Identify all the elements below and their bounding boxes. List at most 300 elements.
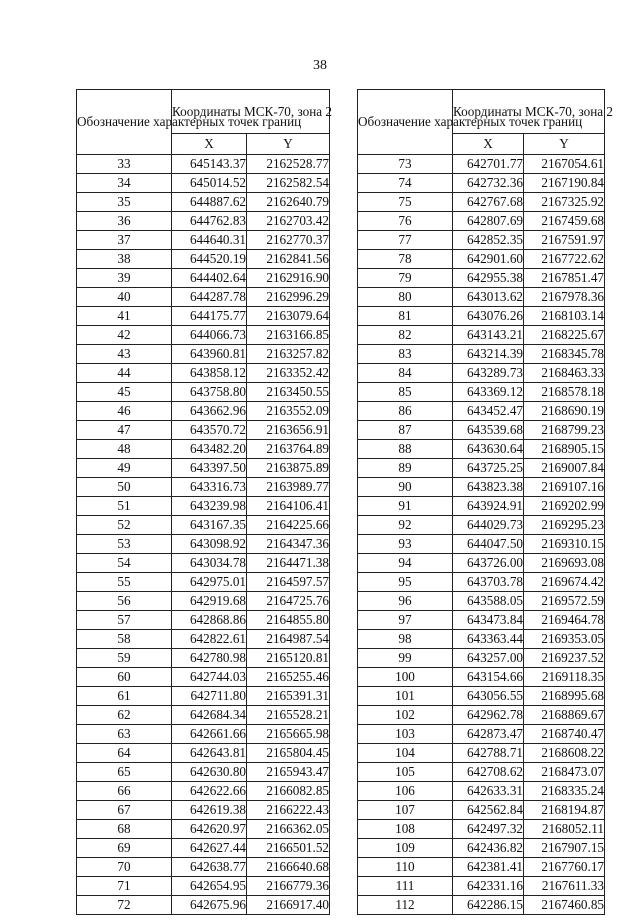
- y-coordinate: 2169310.15: [524, 535, 605, 554]
- x-coordinate: 644066.73: [172, 326, 247, 345]
- y-coordinate: 2162841.56: [247, 250, 330, 269]
- table-row: [358, 250, 605, 269]
- x-coordinate: 644520.19: [172, 250, 247, 269]
- table-row: [77, 269, 330, 288]
- x-coordinate: 643858.12: [172, 364, 247, 383]
- y-coordinate: 2169295.23: [524, 516, 605, 535]
- table-row: [77, 193, 330, 212]
- x-coordinate: 643363.44: [453, 630, 524, 649]
- x-coordinate: 642675.96: [172, 896, 247, 915]
- table-row: [358, 649, 605, 668]
- y-coordinate: 2167851.47: [524, 269, 605, 288]
- x-coordinate: 644640.31: [172, 231, 247, 250]
- y-coordinate: 2165943.47: [247, 763, 330, 782]
- point-number: 66: [77, 782, 172, 801]
- x-coordinate: 644287.78: [172, 288, 247, 307]
- y-coordinate: 2162996.29: [247, 288, 330, 307]
- point-number: 41: [77, 307, 172, 326]
- table-row: [77, 516, 330, 535]
- x-coordinate: 643143.21: [453, 326, 524, 345]
- y-coordinate: 2166501.52: [247, 839, 330, 858]
- point-number: 80: [358, 288, 453, 307]
- x-coordinate: 642732.36: [453, 174, 524, 193]
- y-coordinate: 2167460.85: [524, 896, 605, 915]
- table-row: [77, 402, 330, 421]
- point-number: 45: [77, 383, 172, 402]
- y-coordinate: 2168608.22: [524, 744, 605, 763]
- table-row: [77, 630, 330, 649]
- y-coordinate: 2163166.85: [247, 326, 330, 345]
- point-number: 90: [358, 478, 453, 497]
- y-coordinate: 2165120.81: [247, 649, 330, 668]
- x-coordinate: 642919.68: [172, 592, 247, 611]
- y-coordinate: 2167611.33: [524, 877, 605, 896]
- x-coordinate: 642868.86: [172, 611, 247, 630]
- x-coordinate: 642627.44: [172, 839, 247, 858]
- y-coordinate: 2165665.98: [247, 725, 330, 744]
- x-coordinate: 644175.77: [172, 307, 247, 326]
- point-number: 65: [77, 763, 172, 782]
- y-coordinate: 2169237.52: [524, 649, 605, 668]
- point-number: 105: [358, 763, 453, 782]
- y-coordinate: 2167325.92: [524, 193, 605, 212]
- point-number: 56: [77, 592, 172, 611]
- x-coordinate: 642619.38: [172, 801, 247, 820]
- point-number: 67: [77, 801, 172, 820]
- x-coordinate: 642901.60: [453, 250, 524, 269]
- point-number: 88: [358, 440, 453, 459]
- point-number: 34: [77, 174, 172, 193]
- y-coordinate: 2167054.61: [524, 155, 605, 174]
- point-number: 109: [358, 839, 453, 858]
- point-number: 111: [358, 877, 453, 896]
- x-coordinate: 643662.96: [172, 402, 247, 421]
- table-row: [77, 174, 330, 193]
- coordinates-table-left: [76, 89, 333, 915]
- table-row: [77, 668, 330, 687]
- x-coordinate: 643588.05: [453, 592, 524, 611]
- point-number: 96: [358, 592, 453, 611]
- x-coordinate: 642286.15: [453, 896, 524, 915]
- point-number: 58: [77, 630, 172, 649]
- y-coordinate: 2163764.89: [247, 440, 330, 459]
- y-coordinate: 2162582.54: [247, 174, 330, 193]
- y-coordinate: 2165528.21: [247, 706, 330, 725]
- point-number: 60: [77, 668, 172, 687]
- x-coordinate: 644047.50: [453, 535, 524, 554]
- table-row: [77, 345, 330, 364]
- y-coordinate: 2164106.41: [247, 497, 330, 516]
- point-number: 44: [77, 364, 172, 383]
- table-row: [358, 763, 605, 782]
- table-row: [358, 630, 605, 649]
- point-number: 49: [77, 459, 172, 478]
- y-coordinate: 2166917.40: [247, 896, 330, 915]
- table-row: [77, 250, 330, 269]
- table-row: [358, 326, 605, 345]
- y-coordinate: 2168869.67: [524, 706, 605, 725]
- table-row: [77, 592, 330, 611]
- point-number: 78: [358, 250, 453, 269]
- x-coordinate: 643725.25: [453, 459, 524, 478]
- table-row: [358, 231, 605, 250]
- y-coordinate: 2162528.77: [247, 155, 330, 174]
- point-number: 63: [77, 725, 172, 744]
- y-coordinate: 2168473.07: [524, 763, 605, 782]
- table-row: [77, 212, 330, 231]
- x-coordinate: 645014.52: [172, 174, 247, 193]
- y-coordinate: 2166779.36: [247, 877, 330, 896]
- point-number: 48: [77, 440, 172, 459]
- table-row: [77, 839, 330, 858]
- y-coordinate: 2163257.82: [247, 345, 330, 364]
- x-coordinate: 642975.01: [172, 573, 247, 592]
- table-row: [77, 649, 330, 668]
- y-coordinate: 2163552.09: [247, 402, 330, 421]
- table-row: [77, 459, 330, 478]
- point-number: 75: [358, 193, 453, 212]
- table-row: [77, 706, 330, 725]
- x-coordinate: 642633.31: [453, 782, 524, 801]
- x-coordinate: 643630.64: [453, 440, 524, 459]
- table-row: [77, 440, 330, 459]
- point-number: 51: [77, 497, 172, 516]
- x-coordinate: 644762.83: [172, 212, 247, 231]
- table-row: [358, 554, 605, 573]
- x-coordinate: 643167.35: [172, 516, 247, 535]
- table-row: [358, 269, 605, 288]
- x-coordinate: 643823.38: [453, 478, 524, 497]
- table-row: [358, 896, 605, 915]
- y-coordinate: 2168335.24: [524, 782, 605, 801]
- table-row: [358, 478, 605, 497]
- header-coordinates: Координаты МСК-70, зона 2: [172, 90, 330, 134]
- point-number: 61: [77, 687, 172, 706]
- y-coordinate: 2169202.99: [524, 497, 605, 516]
- x-coordinate: 643316.73: [172, 478, 247, 497]
- y-coordinate: 2169572.59: [524, 592, 605, 611]
- table-row: [77, 573, 330, 592]
- table-row: [77, 535, 330, 554]
- x-coordinate: 642620.97: [172, 820, 247, 839]
- x-coordinate: 643726.00: [453, 554, 524, 573]
- y-coordinate: 2168995.68: [524, 687, 605, 706]
- table-row: [358, 592, 605, 611]
- coordinates-table-right: [357, 89, 614, 915]
- x-coordinate: 644402.64: [172, 269, 247, 288]
- table-row: [77, 554, 330, 573]
- x-coordinate: 642744.03: [172, 668, 247, 687]
- table-row: [358, 801, 605, 820]
- x-coordinate: 643214.39: [453, 345, 524, 364]
- y-coordinate: 2166082.85: [247, 782, 330, 801]
- point-number: 95: [358, 573, 453, 592]
- point-number: 83: [358, 345, 453, 364]
- y-coordinate: 2166640.68: [247, 858, 330, 877]
- point-number: 106: [358, 782, 453, 801]
- point-number: 42: [77, 326, 172, 345]
- point-number: 104: [358, 744, 453, 763]
- x-coordinate: 642436.82: [453, 839, 524, 858]
- table-row: [358, 820, 605, 839]
- x-coordinate: 643034.78: [172, 554, 247, 573]
- y-coordinate: 2163079.64: [247, 307, 330, 326]
- table-row: [358, 706, 605, 725]
- point-number: 77: [358, 231, 453, 250]
- table-row: [358, 402, 605, 421]
- header-y: Y: [247, 133, 330, 154]
- point-number: 72: [77, 896, 172, 915]
- point-number: 47: [77, 421, 172, 440]
- point-number: 43: [77, 345, 172, 364]
- y-coordinate: 2167978.36: [524, 288, 605, 307]
- x-coordinate: 643056.55: [453, 687, 524, 706]
- x-coordinate: 644887.62: [172, 193, 247, 212]
- y-coordinate: 2162916.90: [247, 269, 330, 288]
- x-coordinate: 642807.69: [453, 212, 524, 231]
- table-row: [358, 307, 605, 326]
- point-number: 59: [77, 649, 172, 668]
- point-number: 69: [77, 839, 172, 858]
- point-number: 84: [358, 364, 453, 383]
- x-coordinate: 642562.84: [453, 801, 524, 820]
- table-row: [358, 383, 605, 402]
- point-number: 99: [358, 649, 453, 668]
- y-coordinate: 2169464.78: [524, 611, 605, 630]
- table-row: [77, 364, 330, 383]
- x-coordinate: 642643.81: [172, 744, 247, 763]
- x-coordinate: 643482.20: [172, 440, 247, 459]
- point-number: 53: [77, 535, 172, 554]
- table-row: [358, 839, 605, 858]
- y-coordinate: 2169118.35: [524, 668, 605, 687]
- table-row: [358, 364, 605, 383]
- x-coordinate: 643924.91: [453, 497, 524, 516]
- x-coordinate: 643289.73: [453, 364, 524, 383]
- x-coordinate: 642788.71: [453, 744, 524, 763]
- y-coordinate: 2167591.97: [524, 231, 605, 250]
- point-number: 39: [77, 269, 172, 288]
- y-coordinate: 2167459.68: [524, 212, 605, 231]
- point-number: 89: [358, 459, 453, 478]
- y-coordinate: 2168194.87: [524, 801, 605, 820]
- table-row: [77, 231, 330, 250]
- y-coordinate: 2168740.47: [524, 725, 605, 744]
- y-coordinate: 2163989.77: [247, 478, 330, 497]
- x-coordinate: 642701.77: [453, 155, 524, 174]
- table-row: [77, 421, 330, 440]
- y-coordinate: 2168905.15: [524, 440, 605, 459]
- x-coordinate: 643539.68: [453, 421, 524, 440]
- table-row: [358, 421, 605, 440]
- table-row: [77, 326, 330, 345]
- point-number: 40: [77, 288, 172, 307]
- y-coordinate: 2164471.38: [247, 554, 330, 573]
- table-row: [77, 744, 330, 763]
- y-coordinate: 2163656.91: [247, 421, 330, 440]
- header-x: X: [172, 133, 247, 154]
- table-row: [77, 801, 330, 820]
- point-number: 91: [358, 497, 453, 516]
- y-coordinate: 2166222.43: [247, 801, 330, 820]
- table-row: [358, 440, 605, 459]
- point-number: 55: [77, 573, 172, 592]
- y-coordinate: 2169353.05: [524, 630, 605, 649]
- y-coordinate: 2166362.05: [247, 820, 330, 839]
- table-row: [358, 782, 605, 801]
- x-coordinate: 642955.38: [453, 269, 524, 288]
- x-coordinate: 643369.12: [453, 383, 524, 402]
- y-coordinate: 2163450.55: [247, 383, 330, 402]
- x-coordinate: 643397.50: [172, 459, 247, 478]
- point-number: 68: [77, 820, 172, 839]
- table-row: [358, 155, 605, 174]
- x-coordinate: 642767.68: [453, 193, 524, 212]
- x-coordinate: 642852.35: [453, 231, 524, 250]
- table-row: [358, 193, 605, 212]
- point-number: 37: [77, 231, 172, 250]
- y-coordinate: 2168799.23: [524, 421, 605, 440]
- y-coordinate: 2163875.89: [247, 459, 330, 478]
- table-row: [358, 858, 605, 877]
- y-coordinate: 2167190.84: [524, 174, 605, 193]
- point-number: 54: [77, 554, 172, 573]
- x-coordinate: 643960.81: [172, 345, 247, 364]
- y-coordinate: 2165255.46: [247, 668, 330, 687]
- table-row: [358, 877, 605, 896]
- point-number: 46: [77, 402, 172, 421]
- x-coordinate: 642962.78: [453, 706, 524, 725]
- y-coordinate: 2165804.45: [247, 744, 330, 763]
- table-row: [358, 573, 605, 592]
- point-number: 112: [358, 896, 453, 915]
- x-coordinate: 643239.98: [172, 497, 247, 516]
- x-coordinate: 642331.16: [453, 877, 524, 896]
- table-row: [358, 497, 605, 516]
- point-number: 79: [358, 269, 453, 288]
- table-row: [77, 687, 330, 706]
- header-coordinates: Координаты МСК-70, зона 2: [453, 90, 605, 134]
- table-row: [77, 782, 330, 801]
- x-coordinate: 642622.66: [172, 782, 247, 801]
- header-y: Y: [524, 133, 605, 154]
- table-row: [358, 668, 605, 687]
- table-row: [77, 307, 330, 326]
- table-body-left: [77, 155, 330, 915]
- x-coordinate: 643452.47: [453, 402, 524, 421]
- point-number: 108: [358, 820, 453, 839]
- x-coordinate: 645143.37: [172, 155, 247, 174]
- point-number: 38: [77, 250, 172, 269]
- x-coordinate: 642822.61: [172, 630, 247, 649]
- y-coordinate: 2164347.36: [247, 535, 330, 554]
- point-number: 50: [77, 478, 172, 497]
- y-coordinate: 2168225.67: [524, 326, 605, 345]
- header-point-designation: Обозначение характерных точек границ: [77, 90, 172, 155]
- x-coordinate: 642711.80: [172, 687, 247, 706]
- point-number: 57: [77, 611, 172, 630]
- point-number: 110: [358, 858, 453, 877]
- point-number: 102: [358, 706, 453, 725]
- point-number: 93: [358, 535, 453, 554]
- x-coordinate: 642708.62: [453, 763, 524, 782]
- point-number: 101: [358, 687, 453, 706]
- x-coordinate: 643076.26: [453, 307, 524, 326]
- y-coordinate: 2168052.11: [524, 820, 605, 839]
- table-row: [358, 744, 605, 763]
- point-number: 52: [77, 516, 172, 535]
- y-coordinate: 2167722.62: [524, 250, 605, 269]
- y-coordinate: 2168578.18: [524, 383, 605, 402]
- point-number: 107: [358, 801, 453, 820]
- y-coordinate: 2167907.15: [524, 839, 605, 858]
- point-number: 73: [358, 155, 453, 174]
- x-coordinate: 642638.77: [172, 858, 247, 877]
- point-number: 82: [358, 326, 453, 345]
- y-coordinate: 2168103.14: [524, 307, 605, 326]
- table-row: [358, 288, 605, 307]
- table-row: [77, 858, 330, 877]
- y-coordinate: 2164597.57: [247, 573, 330, 592]
- point-number: 74: [358, 174, 453, 193]
- y-coordinate: 2162770.37: [247, 231, 330, 250]
- x-coordinate: 643758.80: [172, 383, 247, 402]
- table-row: [77, 877, 330, 896]
- y-coordinate: 2169007.84: [524, 459, 605, 478]
- table-row: [358, 459, 605, 478]
- x-coordinate: 644029.73: [453, 516, 524, 535]
- x-coordinate: 642630.80: [172, 763, 247, 782]
- point-number: 71: [77, 877, 172, 896]
- x-coordinate: 642654.95: [172, 877, 247, 896]
- table-row: [77, 155, 330, 174]
- point-number: 94: [358, 554, 453, 573]
- point-number: 85: [358, 383, 453, 402]
- y-coordinate: 2168690.19: [524, 402, 605, 421]
- y-coordinate: 2168463.33: [524, 364, 605, 383]
- x-coordinate: 643570.72: [172, 421, 247, 440]
- x-coordinate: 643257.00: [453, 649, 524, 668]
- table-row: [358, 345, 605, 364]
- y-coordinate: 2165391.31: [247, 687, 330, 706]
- point-number: 64: [77, 744, 172, 763]
- x-coordinate: 642873.47: [453, 725, 524, 744]
- table-row: [77, 288, 330, 307]
- point-number: 35: [77, 193, 172, 212]
- table-row: [77, 725, 330, 744]
- y-coordinate: 2169674.42: [524, 573, 605, 592]
- table-row: [77, 763, 330, 782]
- point-number: 36: [77, 212, 172, 231]
- page-number: 38: [313, 58, 327, 73]
- x-coordinate: 643703.78: [453, 573, 524, 592]
- x-coordinate: 642661.66: [172, 725, 247, 744]
- point-number: 62: [77, 706, 172, 725]
- point-number: 100: [358, 668, 453, 687]
- table-row: [358, 516, 605, 535]
- point-number: 98: [358, 630, 453, 649]
- table-row: [358, 725, 605, 744]
- point-number: 103: [358, 725, 453, 744]
- x-coordinate: 643154.66: [453, 668, 524, 687]
- y-coordinate: 2163352.42: [247, 364, 330, 383]
- table-row: [77, 478, 330, 497]
- table-row: [358, 611, 605, 630]
- y-coordinate: 2169693.08: [524, 554, 605, 573]
- x-coordinate: 643473.84: [453, 611, 524, 630]
- header-point-designation: Обозначение характерных точек границ: [358, 90, 453, 155]
- table-row: [77, 497, 330, 516]
